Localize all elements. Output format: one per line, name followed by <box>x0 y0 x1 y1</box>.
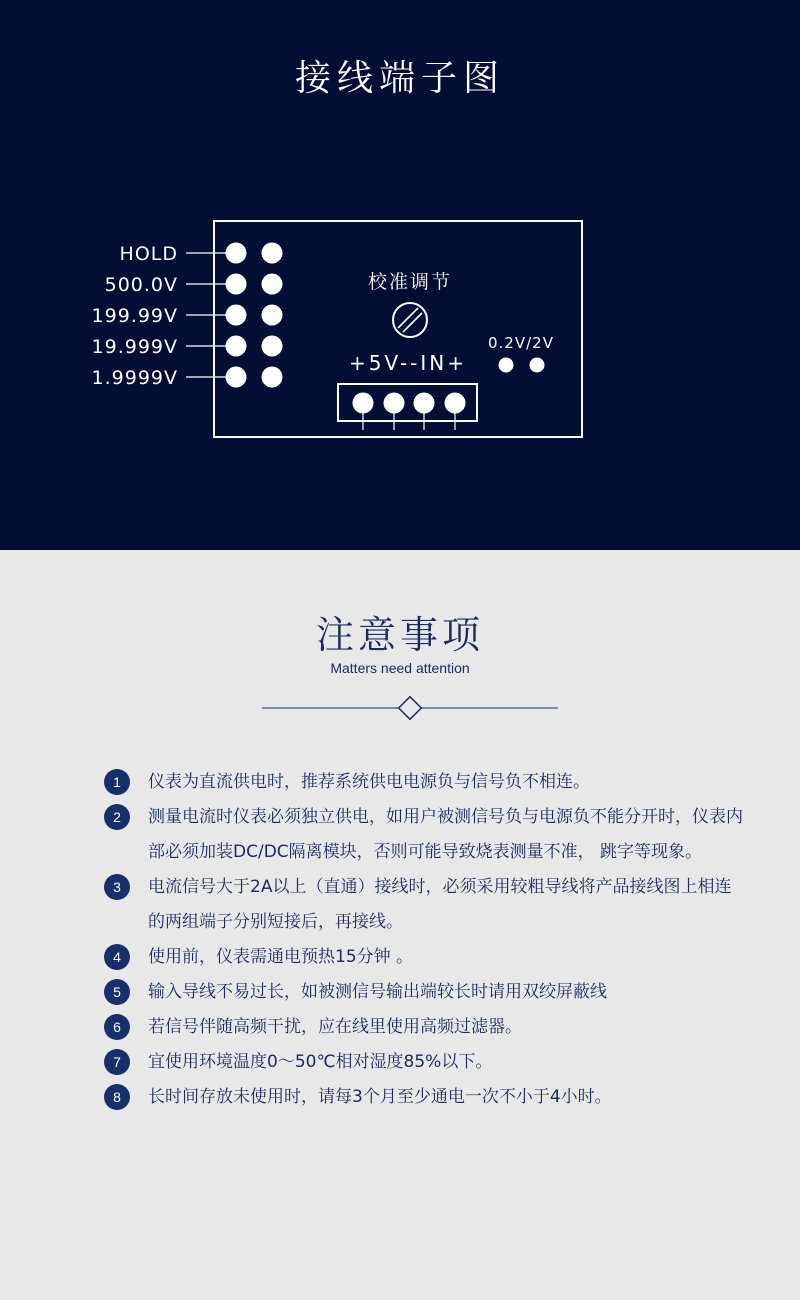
terminal-pin <box>353 393 374 414</box>
list-item-text: 宜使用环境温度0～50℃相对湿度85%以下。 <box>148 1052 493 1072</box>
number-badge: 3 <box>104 874 130 900</box>
range-label: 0.2V/2V <box>488 334 554 352</box>
list-item <box>104 1010 744 1045</box>
list-item-text: 测量电流时仪表必须独立供电，如用户被测信号负与电源负不能分开时，仪表内部必须加装DC/DC隔离模块，否则可能导致烧表测量不准， 跳字等现象。 <box>148 807 743 862</box>
terminal-pin <box>384 393 405 414</box>
number-badge: 4 <box>104 944 130 970</box>
list-item <box>104 940 744 975</box>
number-badge: 1 <box>104 769 130 795</box>
number-badge: 7 <box>104 1049 130 1075</box>
list-item-text: 输入导线不易过长，如被测信号输出端较长时请用双绞屏蔽线 <box>148 982 607 1002</box>
number-badge: 2 <box>104 804 130 830</box>
list-item-text: 电流信号大于2A以上（直通）接线时，必须采用较粗导线将产品接线图上相连的两组端子分别短接后，再接线。 <box>148 877 732 932</box>
label-199v: 199.99V <box>91 305 178 327</box>
range-pin <box>530 358 545 373</box>
list-item <box>104 765 744 800</box>
list-item-text: 长时间存放未使用时，请每3个月至少通电一次不小于4小时。 <box>148 1087 612 1107</box>
notice-list <box>104 765 744 1115</box>
terminal-pin <box>262 305 283 326</box>
number-badge: 6 <box>104 1014 130 1040</box>
terminal-pin <box>226 305 247 326</box>
label-19v: 19.999V <box>91 336 178 358</box>
terminal-pin <box>445 393 466 414</box>
terminal-pin <box>262 274 283 295</box>
list-item-text: 若信号伴随高频干扰，应在线里使用高频过滤器。 <box>148 1017 522 1037</box>
notice-subtitle: Matters need attention <box>330 660 470 676</box>
terminal-pin <box>226 367 247 388</box>
list-item <box>104 870 744 940</box>
power-input-label: +5V--IN+ <box>348 351 468 375</box>
section-divider <box>262 695 558 721</box>
label-500v: 500.0V <box>104 274 178 296</box>
list-item <box>104 975 744 1010</box>
notice-title: 注意事项 <box>315 613 484 657</box>
list-item <box>104 800 744 870</box>
terminal-pin <box>262 243 283 264</box>
wiring-diagram <box>0 0 800 550</box>
terminal-pin <box>226 274 247 295</box>
terminal-pin <box>262 367 283 388</box>
list-item-text: 使用前，仪表需通电预热15分钟 。 <box>148 947 414 967</box>
terminal-pin <box>226 243 247 264</box>
list-item-text: 仪表为直流供电时，推荐系统供电电源负与信号负不相连。 <box>148 772 590 792</box>
terminal-pin <box>414 393 435 414</box>
wiring-title: 接线端子图 <box>294 58 505 99</box>
potentiometer-screw-icon <box>393 303 427 337</box>
diamond-icon <box>399 697 422 720</box>
list-item <box>104 1045 744 1080</box>
calibration-label: 校准调节 <box>367 271 453 293</box>
number-badge: 8 <box>104 1084 130 1110</box>
terminal-pin <box>226 336 247 357</box>
label-1v: 1.9999V <box>91 367 178 389</box>
terminal-pin <box>262 336 283 357</box>
number-badge: 5 <box>104 979 130 1005</box>
range-pin <box>499 358 514 373</box>
list-item <box>104 1080 744 1115</box>
label-hold: HOLD <box>119 243 178 265</box>
